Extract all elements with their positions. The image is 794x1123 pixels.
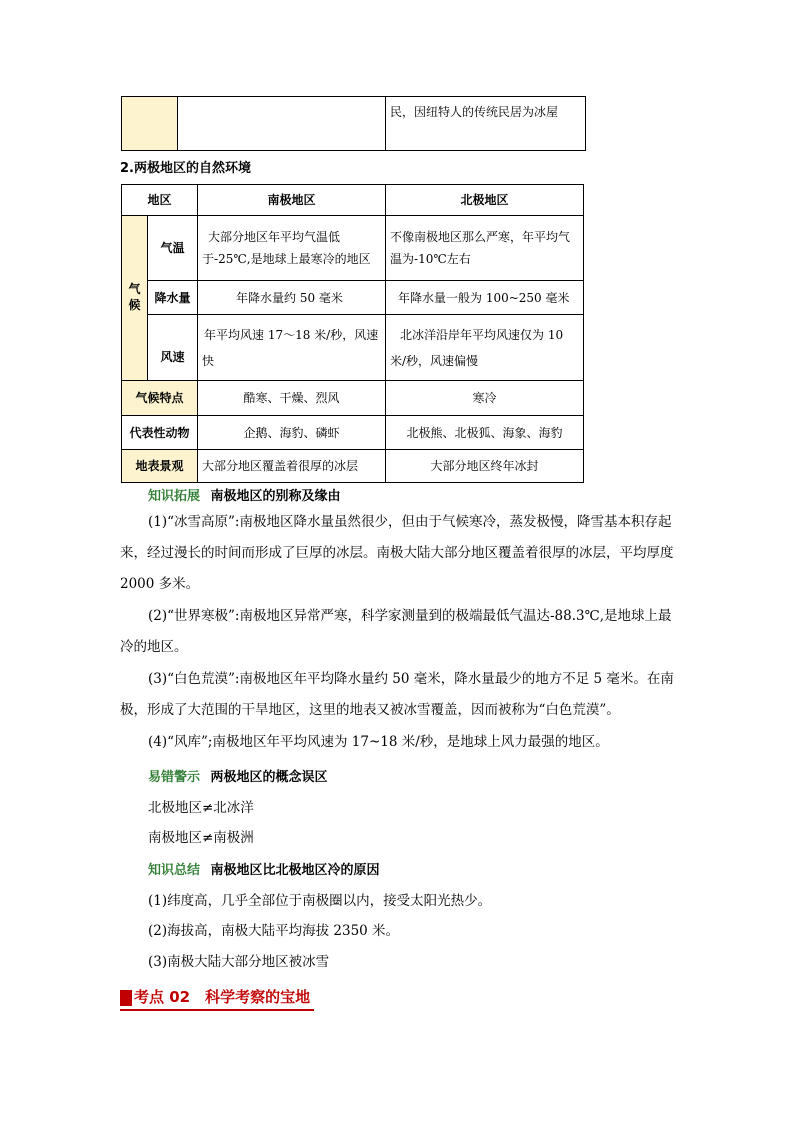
warn-line-2: 南极地区≠南极洲 <box>148 830 254 846</box>
top-table-empty-cell <box>178 97 386 151</box>
cell-south-animals: 企鹅、海豹、磷虾 <box>198 416 386 450</box>
row-label-wind: 风速 <box>148 315 198 381</box>
summary-title: 南极地区比北极地区冷的原因 <box>210 863 380 878</box>
cell-north-animals: 北极熊、北极狐、海象、海豹 <box>386 416 584 450</box>
row-label-precipitation: 降水量 <box>148 281 198 315</box>
row-label-landscape: 地表景观 <box>122 450 198 483</box>
cell-south-climate-feature: 酷寒、干燥、烈风 <box>198 381 386 416</box>
environment-table <box>121 184 584 483</box>
cell-south-landscape: 大部分地区覆盖着很厚的冰层 <box>198 450 386 483</box>
ext-tag: 知识拓展 <box>148 489 201 504</box>
warn-heading <box>148 766 328 785</box>
cell-south-temperature: 大部分地区年平均气温低于-25℃,是地球上最寒冷的地区 <box>198 216 386 281</box>
ext-item-2: (2)“世界寒极”:南极地区异常严寒，科学家测量到的极端最低气温达-88.3℃,是地球上最冷的地区。 <box>120 608 672 655</box>
cell-north-climate-feature: 寒冷 <box>386 381 584 416</box>
ext-item-4: (4)“风库”;南极地区年平均风速为 17~18 米/秒，是地球上风力最强的地区。 <box>148 734 609 750</box>
header-north: 北极地区 <box>386 185 584 216</box>
cell-north-precipitation: 年降水量一般为 100~250 毫米 <box>386 281 584 315</box>
summary-heading <box>148 859 380 878</box>
warn-tag: 易错警示 <box>148 770 201 785</box>
top-table-fragment <box>121 96 586 151</box>
row-label-animals: 代表性动物 <box>122 416 198 450</box>
cell-south-wind: 年平均风速 17～18 米/秒，风速快 <box>198 315 386 381</box>
warn-title: 两极地区的概念误区 <box>210 770 328 785</box>
kaodian-marker <box>120 990 132 1006</box>
summary-line-2: (2)海拔高，南极大陆平均海拔 2350 米。 <box>148 923 400 939</box>
ext-heading <box>148 485 341 504</box>
ext-item-1: (1)“冰雪高原”:南极地区降水量虽然很少，但由于气候寒冷，蒸发极慢，降雪基本积存起来，经过漫长的时间而形成了巨厚的冰层。南极大陆大部分地区覆盖着很厚的冰层，平均厚度 2000 多米。 <box>120 514 674 592</box>
cell-south-precipitation: 年降水量约 50 毫米 <box>198 281 386 315</box>
header-south: 南极地区 <box>198 185 386 216</box>
kaodian-heading <box>120 987 314 1011</box>
cell-north-temperature: 不像南极地区那么严寒，年平均气温为-10℃左右 <box>386 216 584 281</box>
ext-item-3: (3)“白色荒漠”:南极地区年平均降水量约 50 毫米，降水量最少的地方不足 5 毫米。在南极，形成了大范围的干旱地区，这里的地表又被冰雪覆盖，因而被称为“白色荒漠”。 <box>120 671 674 718</box>
climate-group-label <box>122 216 148 381</box>
row-label-climate-feature: 气候特点 <box>122 381 198 416</box>
summary-line-1: (1)纬度高，几乎全部位于南极圈以内，接受太阳光热少。 <box>148 893 492 909</box>
kaodian-title: 考点 02 科学考察的宝地 <box>134 988 311 1006</box>
summary-line-3: (3)南极大陆大部分地区被冰雪 <box>148 954 330 970</box>
row-label-temperature: 气温 <box>148 216 198 281</box>
top-table-cream-cell <box>122 97 178 151</box>
cell-north-landscape: 大部分地区终年冰封 <box>386 450 584 483</box>
top-table-text: 民，因纽特人的传统民居为冰屋 <box>386 97 586 151</box>
cell-north-wind: 北冰洋沿岸年平均风速仅为 10 米/秒，风速偏慢 <box>386 315 584 381</box>
summary-tag: 知识总结 <box>148 863 201 878</box>
warn-line-1: 北极地区≠北冰洋 <box>148 800 254 816</box>
section-title: 2.两极地区的自然环境 <box>120 161 251 176</box>
ext-title: 南极地区的别称及缘由 <box>210 489 341 504</box>
header-region: 地区 <box>122 185 198 216</box>
climate-group-text: 气候 <box>128 281 141 312</box>
